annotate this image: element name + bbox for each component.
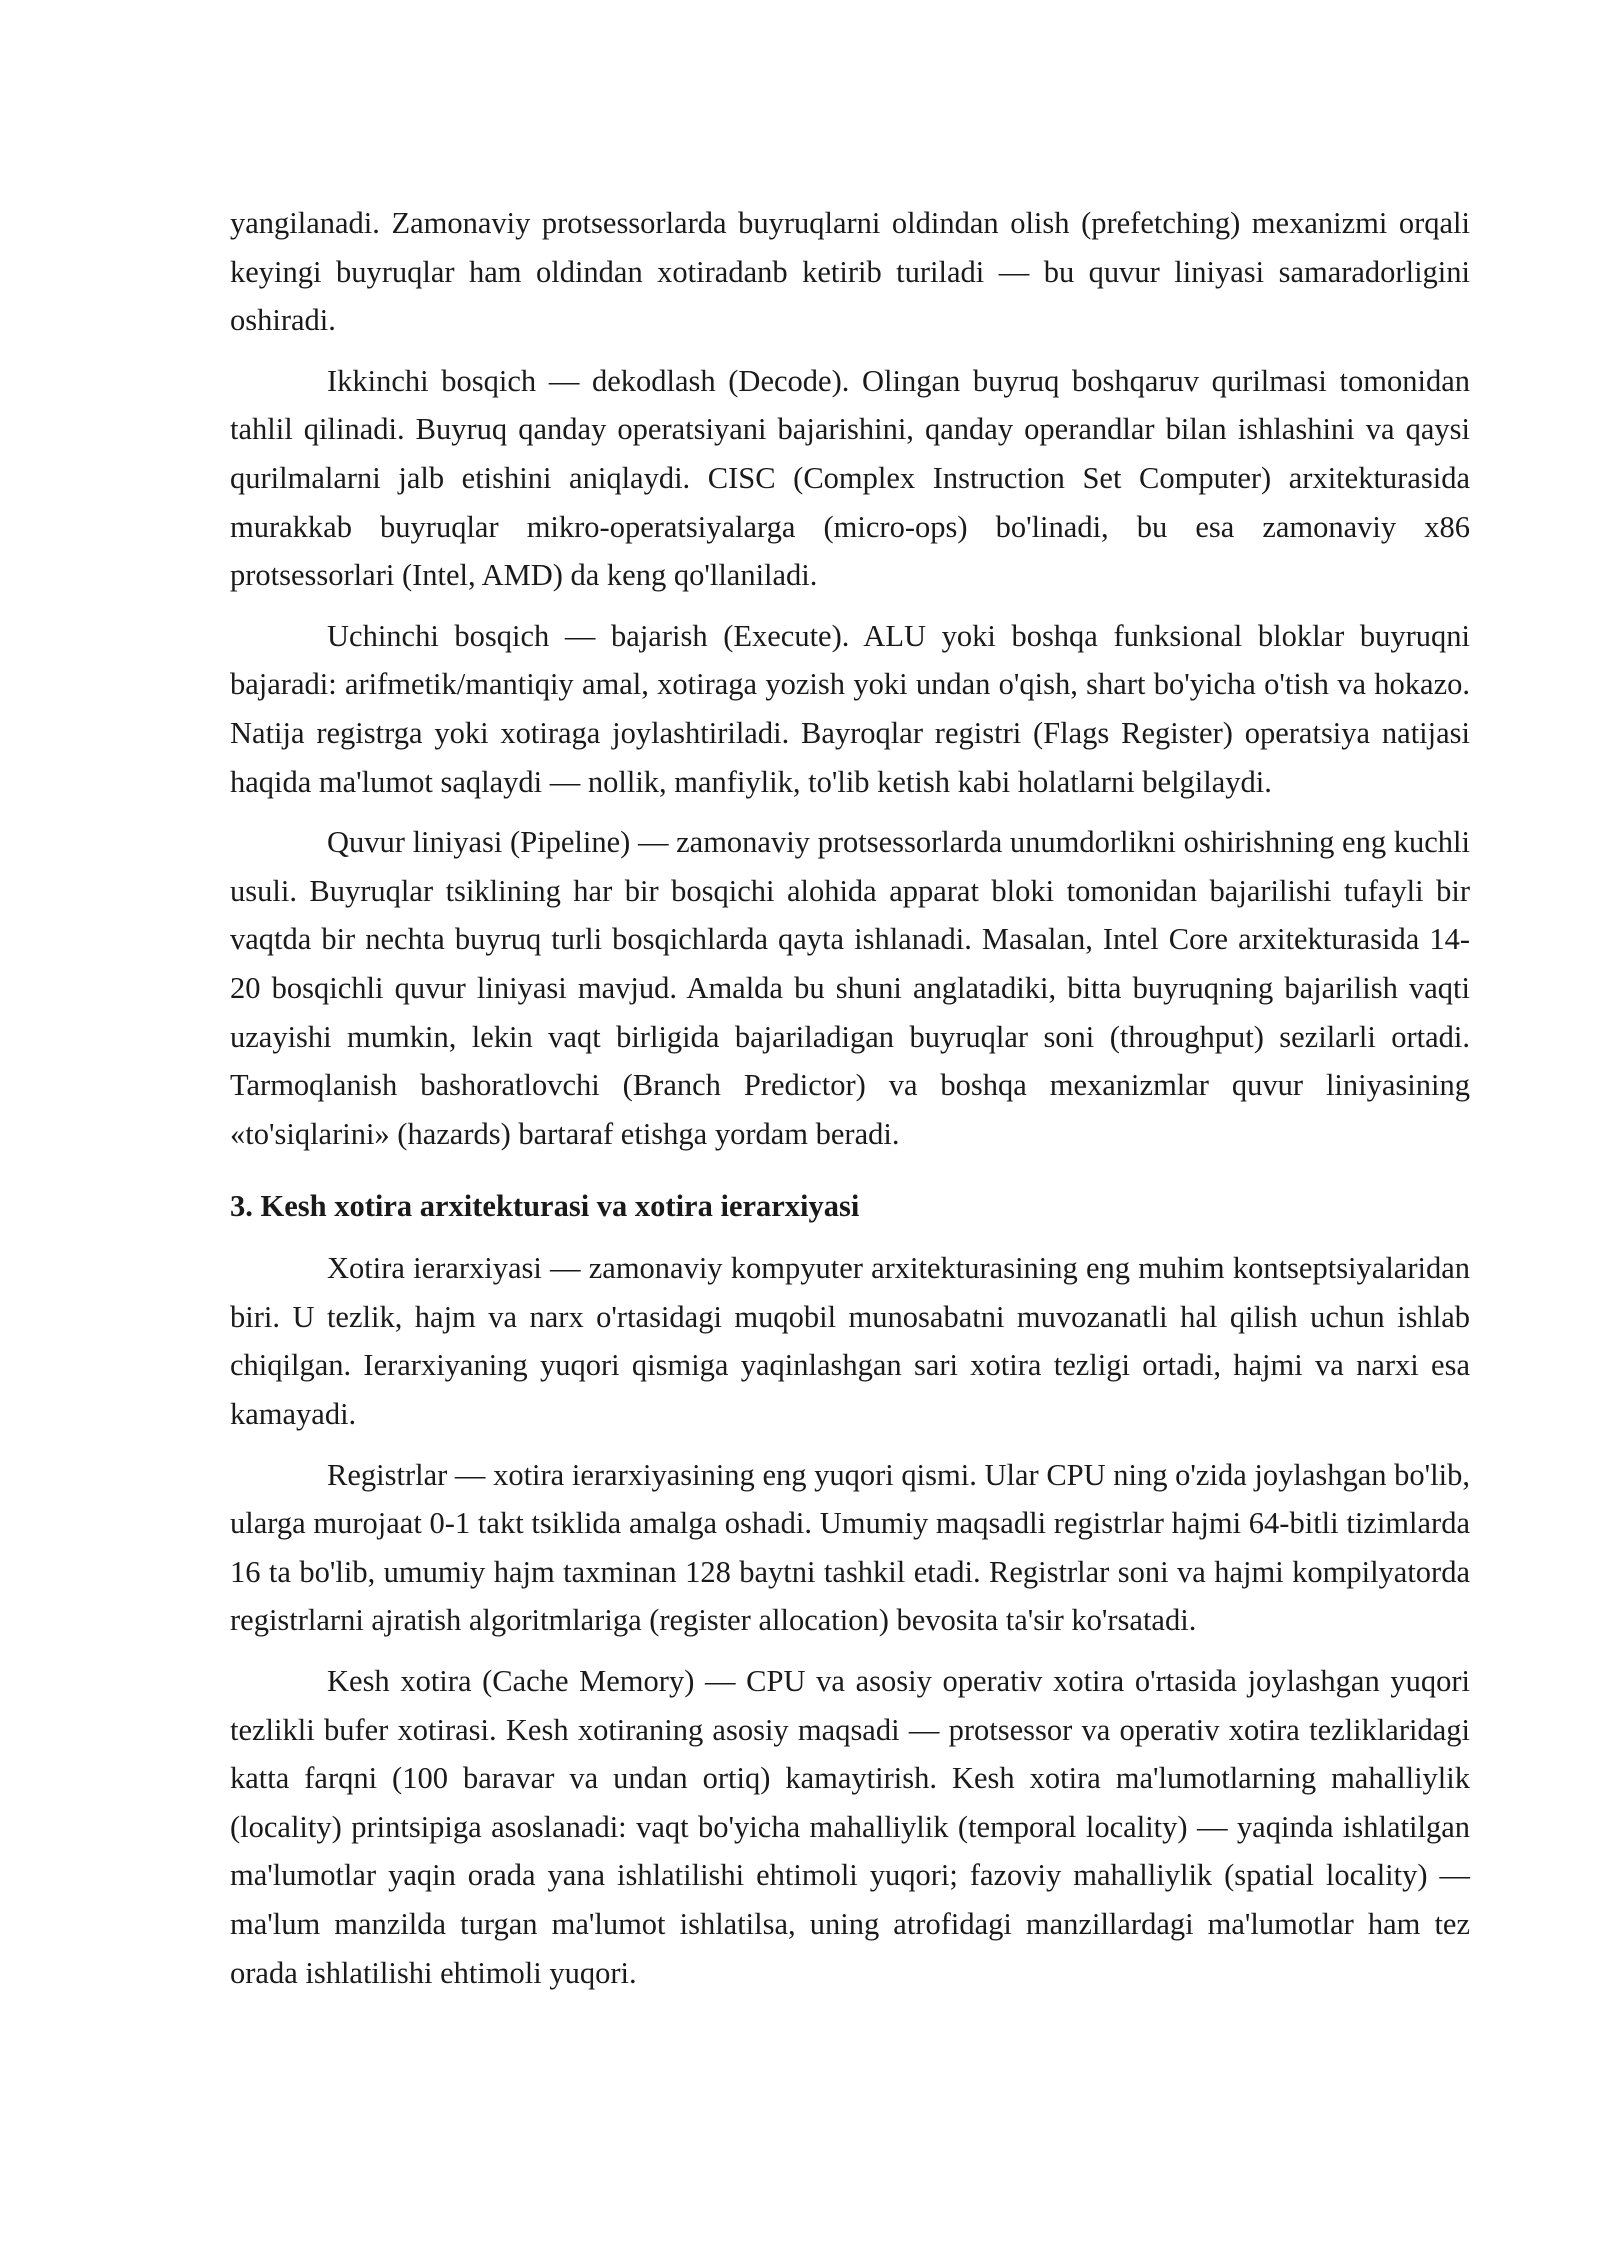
section-heading: 3. Kesh xotira arxitekturasi va xotira ierarxiyasi [230,1189,860,1224]
paragraph-cache-memory: Kesh xotira (Cache Memory) — CPU va asosiy operativ xotira o'rtasida joylashgan yuqori tezlikli bufer xotirasi. Kesh xotiraning asosiy maqsadi — protsessor va operativ xotira tezliklaridagi katta farqni (100 baravar va undan ortiq) kamaytirish. Kesh xotira ma'lumotlarning mahalliylik (locality) printsipiga asoslanadi: vaqt bo'yicha mahalliylik (temporal locality) — yaqinda ishlatilgan ma'lumotlar yaqin orada yana ishlatilishi ehtimoli yuqori; fazoviy mahalliylik (spatial locality) — ma'lum manzilda turgan ma'lumot ishlatilsa, uning atrofidagi manzillardagi ma'lumotlar ham tez orada ishlatilishi ehtimoli yuqori. [230,1664,1470,1990]
paragraph-execute-stage: Uchinchi bosqich — bajarish (Execute). ALU yoki boshqa funksional bloklar buyruqni bajaradi: arifmetik/mantiqiy amal, xotiraga yozish yoki undan o'qish, shart bo'yicha o'tish va hokazo. Natija registrga yoki xotiraga joylashtiriladi. Bayroqlar registri (Flags Register) operatsiya natijasi haqida ma'lumot saqlaydi — nollik, manfiylik, to'lib ketish kabi holatlarni belgilaydi. [230,618,1470,799]
document-page [230,199,1470,2009]
paragraph-decode-stage: Ikkinchi bosqich — dekodlash (Decode). Olingan buyruq boshqaruv qurilmasi tomonidan tahlil qilinadi. Buyruq qanday operatsiyani bajarishini, qanday operandlar bilan ishlashini va qaysi qurilmalarni jalb etishini aniqlaydi. CISC (Complex Instruction Set Computer) arxitekturasida murakkab buyruqlar mikro-operatsiyalarga (micro-ops) bo'linadi, bu esa zamonaviy x86 protsessorlari (Intel, AMD) da keng qo'llaniladi. [230,363,1470,593]
paragraph-registers: Registrlar — xotira ierarxiyasining eng yuqori qismi. Ular CPU ning o'zida joylashgan bo'lib, ularga murojaat 0-1 takt tsiklida amalga oshadi. Umumiy maqsadli registrlar hajmi 64-bitli tizimlarda 16 ta bo'lib, umumiy hajm taxminan 128 baytni tashkil etadi. Registrlar soni va hajmi kompilyatorda registrlarni ajratish algoritmlariga (register allocation) bevosita ta'sir ko'rsatadi. [230,1457,1470,1638]
paragraph-memory-hierarchy: Xotira ierarxiyasi — zamonaviy kompyuter arxitekturasining eng muhim kontseptsiyalaridan biri. U tezlik, hajm va narx o'rtasidagi muqobil munosabatni muvozanatli hal qilish uchun ishlab chiqilgan. Ierarxiyaning yuqori qismiga yaqinlashgan sari xotira tezligi ortadi, hajmi va narxi esa kamayadi. [230,1251,1470,1432]
paragraph-continuation: yangilanadi. Zamonaviy protsessorlarda buyruqlarni oldindan olish (prefetching) mexanizmi orqali keyingi buyruqlar ham oldindan xotiradanb ketirib turiladi — bu quvur liniyasi samaradorligini oshiradi. [230,206,1470,338]
paragraph-pipeline: Quvur liniyasi (Pipeline) — zamonaviy protsessorlarda unumdorlikni oshirishning eng kuchli usuli. Buyruqlar tsiklining har bir bosqichi alohida apparat bloki tomonidan bajarilishi tufayli bir vaqtda bir nechta buyruq turli bosqichlarda qayta ishlanadi. Masalan, Intel Core arxitekturasida 14-20 bosqichli quvur liniyasi mavjud. Amalda bu shuni anglatadiki, bitta buyruqning bajarilish vaqti uzayishi mumkin, lekin vaqt birligida bajariladigan buyruqlar soni (throughput) sezilarli ortadi. Tarmoqlanish bashoratlovchi (Branch Predictor) va boshqa mexanizmlar quvur liniyasining «to'siqlarini» (hazards) bartaraf etishga yordam beradi. [230,825,1470,1151]
